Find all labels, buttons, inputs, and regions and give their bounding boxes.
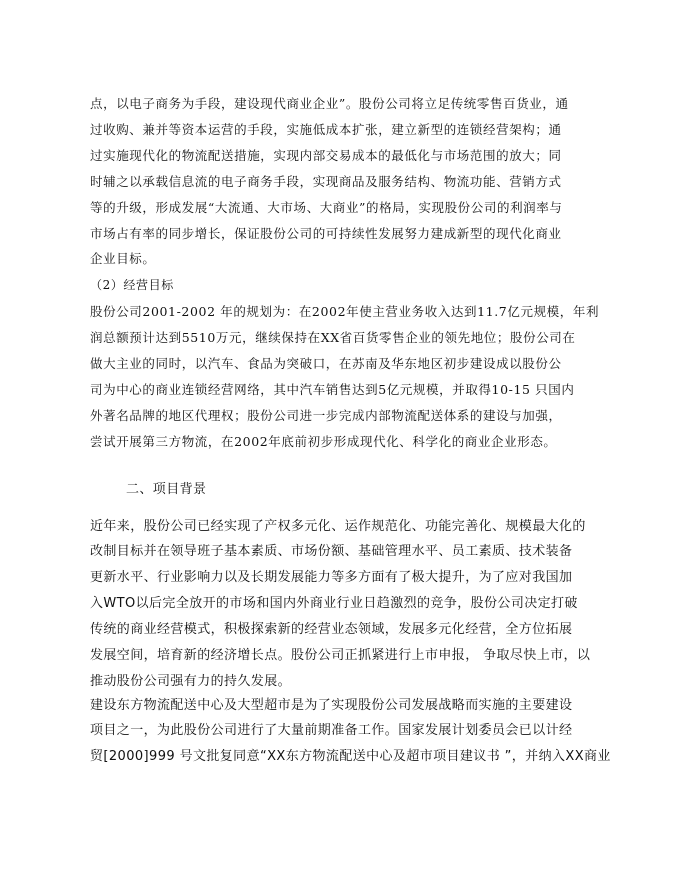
paragraph-1-line: 企业目标。 (90, 251, 156, 266)
section-heading-business-goals: （2）经营目标 (90, 278, 174, 292)
paragraph-4-line: 项目之一，为此股份公司进行了大量前期准备工作。国家发展计划委员会已以计经 (90, 723, 573, 738)
paragraph-3-line: 入WTO以后完全放开的市场和国内外商业行业日趋激烈的竞争，股份公司决定打破 (90, 596, 578, 611)
paragraph-3-line: 发展空间，培育新的经济增长点。股份公司正抓紧进行上市申报， 争取尽快上市，以 (90, 648, 591, 663)
paragraph-2-line: 润总额预计达到5510万元，继续保持在XX省百货零售企业的领先地位；股份公司在 (90, 330, 576, 345)
paragraph-1-line: 市场占有率的同步增长，保证股份公司的可持续性发展努力建成新型的现代化商业 (90, 226, 562, 241)
section-heading-project-background: 二、项目背景 (126, 482, 207, 497)
paragraph-3-line: 传统的商业经营模式，积极探索新的经营业态领域，发展多元化经营，全方位拓展 (90, 622, 573, 637)
paragraph-4-line: 贸[2000]999 号文批复同意“XX东方物流配送中心及超市项目建议书 ”，并纳入XX商业 (90, 749, 611, 764)
paragraph-3-line: 更新水平、行业影响力以及长期发展能力等多方面有了极大提升，为了应对我国加 (90, 570, 573, 585)
paragraph-2-line: 做大主业的同时，以汽车、食品为突破口，在苏南及华东地区初步建设成以股份公 (90, 356, 562, 371)
paragraph-2-line: 外著名品牌的地区代理权；股份公司进一步完成内部物流配送体系的建设与加强， (90, 408, 562, 423)
paragraph-3-line: 改制目标并在领导班子基本素质、市场份额、基础管理水平、员工素质、技术装备 (90, 544, 573, 559)
paragraph-3-line: 推动股份公司强有力的持久发展。 (90, 674, 292, 689)
paragraph-1-line: 时辅之以承载信息流的电子商务手段，实现商品及服务结构、物流功能、营销方式 (90, 174, 562, 189)
paragraph-3-line: 近年来，股份公司已经实现了产权多元化、运作规范化、功能完善化、规模最大化的 (90, 519, 586, 534)
paragraph-1-line: 点，以电子商务为手段，建设现代商业企业”。股份公司将立足传统零售百货业，通 (90, 96, 569, 111)
paragraph-2-line: 股份公司2001-2002 年的规划为：在2002年使主营业务收入达到11.7亿元规模，年利 (90, 304, 600, 319)
paragraph-1-line: 过实施现代化的物流配送措施，实现内部交易成本的最低化与市场范围的放大；同 (90, 148, 562, 163)
paragraph-2-line: 司为中心的商业连锁经营网络，其中汽车销售达到5亿元规模，并取得10-15 只国内 (90, 382, 575, 397)
paragraph-4-line: 建设东方物流配送中心及大型超市是为了实现股份公司发展战略而实施的主要建设 (90, 698, 573, 713)
paragraph-1-line: 过收购、兼并等资本运营的手段，实施低成本扩张，建立新型的连锁经营架构；通 (90, 122, 562, 137)
paragraph-2-line: 尝试开展第三方物流，在2002年底前初步形成现代化、科学化的商业企业形态。 (90, 434, 557, 449)
paragraph-1-line: 等的升级，形成发展“大流通、大市场、大商业”的格局，实现股份公司的利润率与 (90, 200, 563, 215)
